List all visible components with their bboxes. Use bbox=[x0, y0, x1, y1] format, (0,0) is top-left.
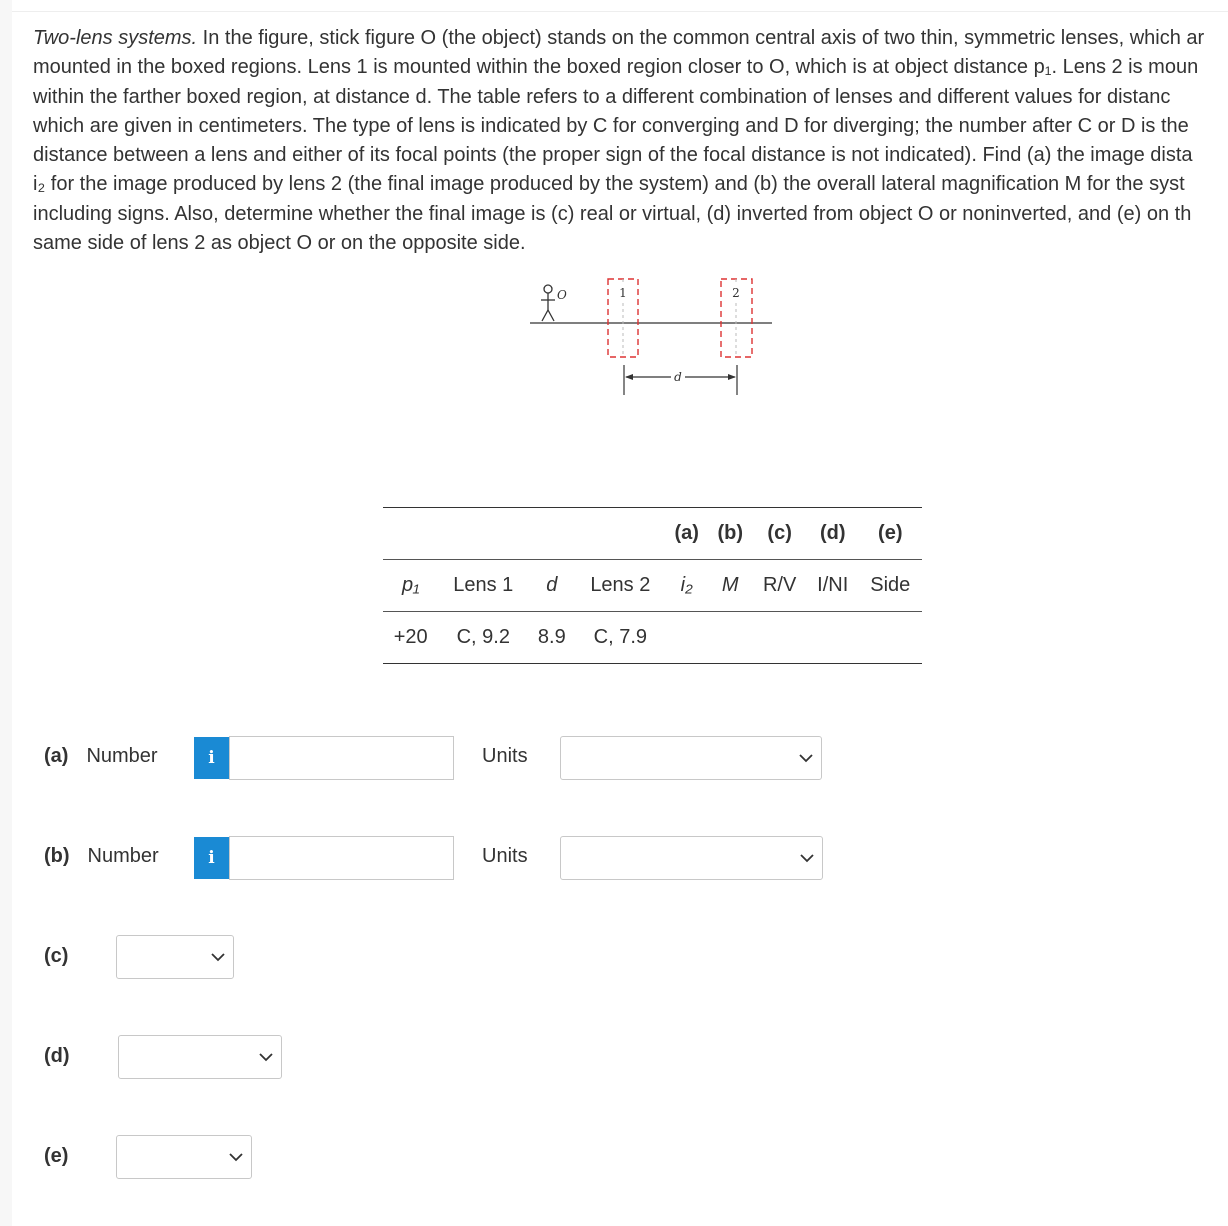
problem-line-2: mounted in the boxed regions. Lens 1 is mounted within the boxed region closer to O, which is at object distance p₁. Lens 2 is moun bbox=[33, 56, 1199, 79]
header-part-c: (c) bbox=[752, 508, 807, 560]
table-row bbox=[383, 612, 922, 664]
problem-line-6: i₂ for the image produced by lens 2 (the final image produced by the system) and (b) the overall lateral magnification M for the syst bbox=[33, 173, 1185, 196]
lens-system-figure bbox=[525, 275, 775, 400]
answer-b-units-select[interactable] bbox=[560, 836, 823, 880]
col-rv: R/V bbox=[752, 560, 807, 612]
header-part-d: (d) bbox=[807, 508, 859, 560]
header-part-b: (b) bbox=[708, 508, 752, 560]
problem-line-8: same side of lens 2 as object O or on the opposite side. bbox=[33, 232, 526, 255]
question-d-label: (d) bbox=[44, 1045, 70, 1067]
chevron-down-icon bbox=[798, 849, 816, 867]
col-side: Side bbox=[859, 560, 922, 612]
problem-statement bbox=[33, 24, 1228, 258]
lens-1-label: 1 bbox=[619, 286, 627, 300]
question-a-label: (a) Number bbox=[44, 745, 158, 767]
answer-d-inverted-select[interactable] bbox=[118, 1035, 282, 1079]
table-column-header-row bbox=[383, 560, 922, 612]
problem-title: Two-lens systems. bbox=[33, 27, 198, 49]
question-b-label: (b) Number bbox=[44, 845, 159, 867]
table-part-header-row bbox=[383, 508, 922, 560]
cell-i2 bbox=[665, 612, 708, 664]
distance-d-label: d bbox=[674, 370, 682, 384]
header-part-a: (a) bbox=[665, 508, 708, 560]
lens-2-label: 2 bbox=[732, 286, 740, 300]
cell-d: 8.9 bbox=[528, 612, 575, 664]
question-e-label: (e) bbox=[44, 1145, 69, 1167]
cell-rv bbox=[752, 612, 807, 664]
chevron-down-icon bbox=[227, 1148, 245, 1166]
cell-ini bbox=[807, 612, 859, 664]
cell-side bbox=[859, 612, 922, 664]
col-i2: i₂ bbox=[665, 560, 708, 612]
left-margin-strip bbox=[0, 0, 12, 1226]
col-p1: p₁ bbox=[383, 560, 438, 612]
chevron-down-icon bbox=[257, 1048, 275, 1066]
answer-a-number-input[interactable] bbox=[229, 736, 454, 780]
col-lens1: Lens 1 bbox=[438, 560, 528, 612]
problem-line-4: which are given in centimeters. The type of lens is indicated by C for converging and D for diverging; the number after C or D is the bbox=[33, 114, 1189, 137]
col-lens2: Lens 2 bbox=[575, 560, 665, 612]
cell-p1: +20 bbox=[383, 612, 438, 664]
info-icon[interactable]: i bbox=[194, 737, 229, 779]
col-d: d bbox=[528, 560, 575, 612]
problem-line-1: Two-lens systems. In the figure, stick figure O (the object) stands on the common central axis of two thin, symmetric lenses, which ar bbox=[33, 27, 1205, 49]
object-label: O bbox=[557, 288, 567, 302]
cell-m bbox=[708, 612, 752, 664]
answer-e-side-select[interactable] bbox=[116, 1135, 252, 1179]
stick-figure-object-icon bbox=[541, 285, 555, 321]
top-divider bbox=[12, 11, 1228, 12]
cell-lens1: C, 9.2 bbox=[438, 612, 528, 664]
cell-lens2: C, 7.9 bbox=[575, 612, 665, 664]
chevron-down-icon bbox=[797, 749, 815, 767]
answer-b-number-input[interactable] bbox=[229, 836, 454, 880]
col-ini: I/NI bbox=[807, 560, 859, 612]
header-part-e: (e) bbox=[859, 508, 922, 560]
info-icon[interactable]: i bbox=[194, 837, 229, 879]
problem-line-3: within the farther boxed region, at distance d. The table refers to a different combination of lenses and different values for distanc bbox=[33, 85, 1171, 108]
answer-a-units-label: Units bbox=[482, 745, 528, 767]
answer-c-real-virtual-select[interactable] bbox=[116, 935, 234, 979]
problem-line-7: including signs. Also, determine whether the final image is (c) real or virtual, (d) inverted from object O or noninverted, and (e) on th bbox=[33, 202, 1192, 225]
answer-b-units-label: Units bbox=[482, 845, 528, 867]
question-c-label: (c) bbox=[44, 945, 69, 967]
chevron-down-icon bbox=[209, 948, 227, 966]
problem-line-5: distance between a lens and either of its focal points (the proper sign of the focal distance is not indicated). Find (a) the image dista bbox=[33, 144, 1193, 167]
lens-data-table bbox=[383, 507, 922, 664]
answer-a-units-select[interactable] bbox=[560, 736, 822, 780]
col-m: M bbox=[708, 560, 752, 612]
